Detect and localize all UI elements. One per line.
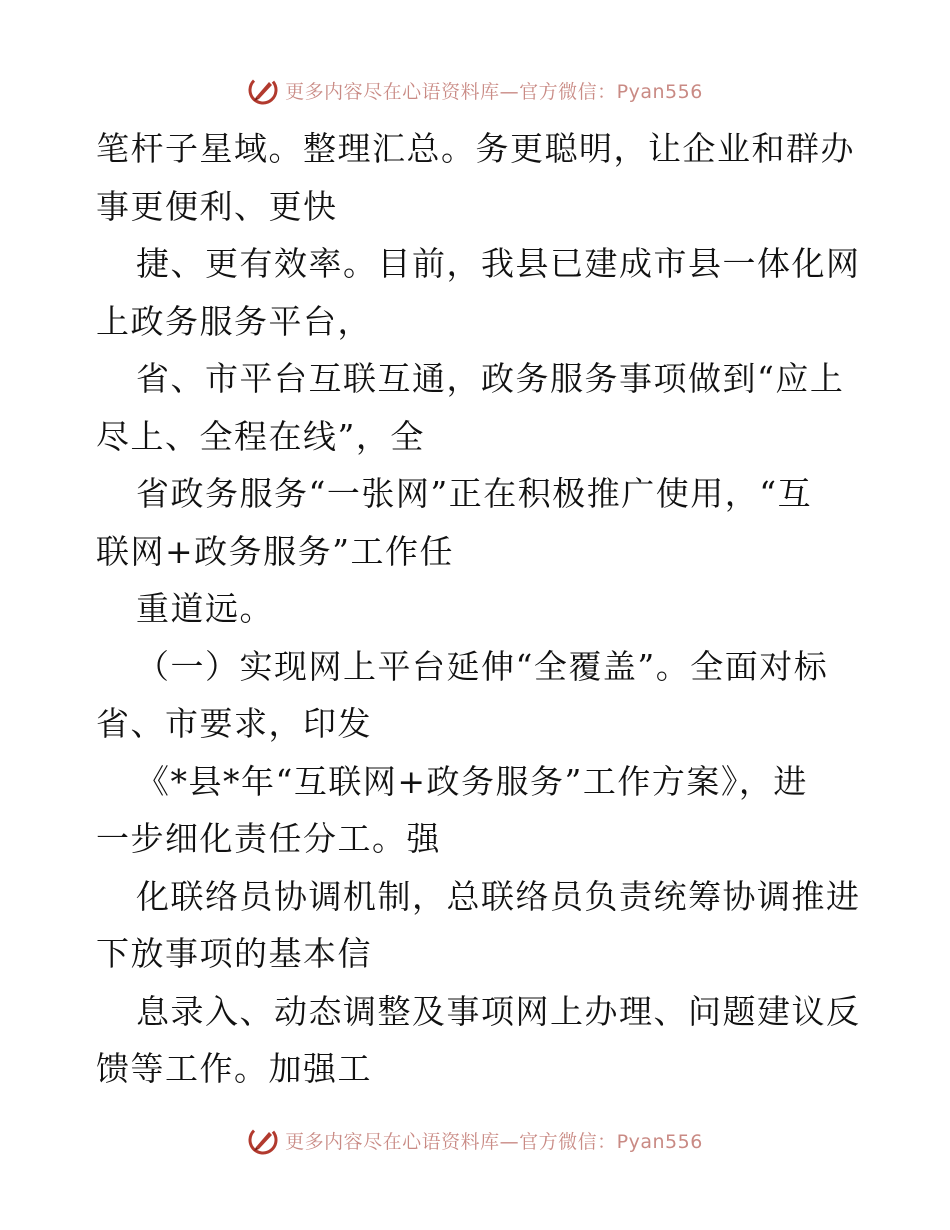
watermark-text: 更多内容尽在心语资料库—官方微信：Pyan556 <box>285 1130 703 1153</box>
text-line: 化联络员协调机制，总联络员负责统筹协调推进 <box>136 876 861 916</box>
text-line: 息录入、动态调整及事项网上办理、问题建议反 <box>136 991 861 1031</box>
watermark-text: 更多内容尽在心语资料库—官方微信：Pyan556 <box>285 80 703 103</box>
text-line: 事更便利、更快 <box>96 186 338 226</box>
text-line: 馈等工作。加强工 <box>96 1049 372 1088</box>
text-line: 省、市要求，印发 <box>96 704 372 743</box>
pen-logo-icon <box>247 74 279 106</box>
text-line: 上政务服务平台， <box>96 301 372 341</box>
text-line: 一步细化责任分工。强 <box>96 819 441 858</box>
footer-watermark <box>0 1120 950 1160</box>
text-line: 省政务服务“一张网”正在积极推广使用，“互 <box>136 474 813 513</box>
text-line: 笔杆子星域。整理汇总。务更聪明，让企业和群办 <box>96 129 855 168</box>
watermark-group <box>247 74 703 106</box>
text-line: （一）实现网上平台延伸“全覆盖”。全面对标 <box>136 646 829 686</box>
text-line: 联网+政务服务”工作任 <box>96 531 455 571</box>
watermark-group <box>247 1124 703 1156</box>
document-body <box>96 120 861 1098</box>
text-line: 尽上、全程在线”，全 <box>96 416 425 456</box>
pen-logo-icon <box>247 1124 279 1156</box>
text-line: 《*县*年“互联网+政务服务”工作方案》，进 <box>136 761 808 801</box>
text-line: 省、市平台互联互通，政务服务事项做到“应上 <box>136 359 845 398</box>
header-watermark <box>0 70 950 110</box>
text-line: 重道远。 <box>136 589 274 628</box>
text-line: 捷、更有效率。目前，我县已建成市县一体化网 <box>136 244 861 283</box>
text-line: 下放事项的基本信 <box>96 934 372 973</box>
